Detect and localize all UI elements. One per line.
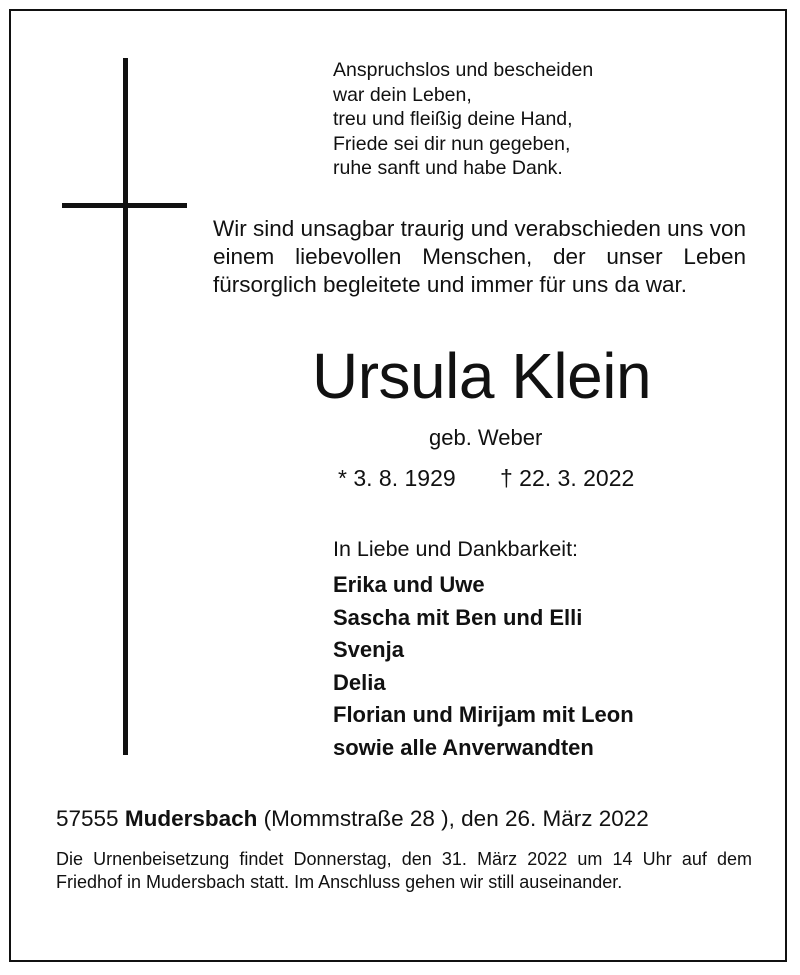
mourners-list	[333, 569, 634, 764]
mourner: Sascha mit Ben und Elli	[333, 604, 583, 630]
mourner: Delia	[333, 669, 386, 695]
poem-line: Anspruchslos und bescheiden	[333, 59, 594, 81]
mourner: Florian und Mirijam mit Leon	[333, 702, 634, 727]
poem-line: Friede sei dir nun gegeben,	[333, 132, 571, 155]
birth-date: * 3. 8. 1929	[338, 465, 456, 491]
cross-icon	[123, 58, 128, 755]
mourner: Svenja	[333, 637, 404, 662]
mourner: Erika und Uwe	[333, 572, 485, 597]
deceased-name: Ursula Klein	[312, 340, 652, 412]
death-date: † 22. 3. 2022	[500, 465, 635, 491]
cross-icon-beam	[62, 203, 187, 208]
location-line	[56, 805, 649, 833]
address-date: (Mommstraße 28 ), den 26. März 2022	[263, 806, 649, 831]
town: Mudersbach	[124, 806, 258, 831]
burial-note: Die Urnenbeisetzung findet Donnerstag, den 31. März 2022 um 14 Uhr auf dem Friedhof in Mudersbach statt. Im Anschluss gehen wir still auseinander.	[56, 849, 752, 892]
poem-line: ruhe sanft und habe Dank.	[333, 157, 563, 179]
poem-line: war dein Leben,	[333, 83, 472, 106]
poem-line: treu und fleißig deine Hand,	[333, 108, 573, 130]
maiden-name: geb. Weber	[429, 425, 543, 450]
intro-text: Wir sind unsagbar traurig und verabschieden uns von einem liebevollen Menschen, der unser Leben fürsorglich begleitete und immer für uns da war.	[213, 216, 746, 297]
thanks-line: In Liebe und Dankbarkeit:	[333, 537, 579, 561]
mourner: sowie alle Anverwandten	[333, 734, 594, 760]
poem	[333, 58, 593, 181]
postcode: 57555	[56, 806, 119, 831]
